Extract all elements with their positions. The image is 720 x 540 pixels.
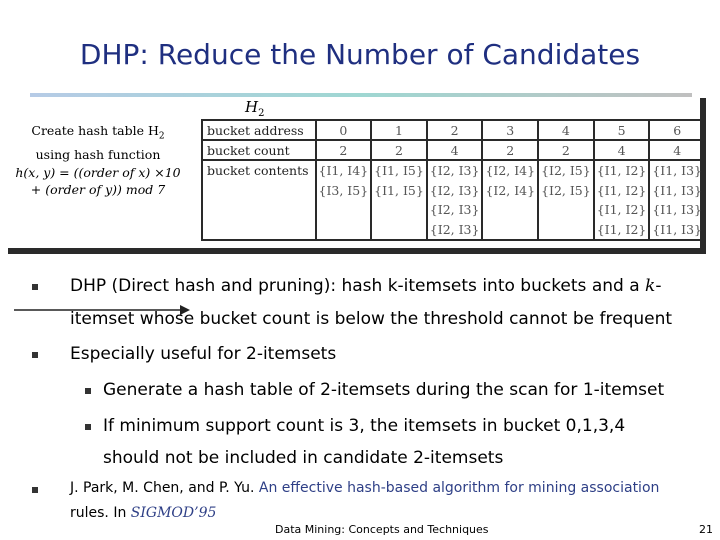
hash-table [201, 119, 706, 241]
citation-venue: SIGMOD’95 [130, 505, 217, 521]
itemset: {I1, I2} [596, 182, 647, 198]
itemset: {I2, I3} [429, 163, 480, 178]
bucket-count-cell: 2 [482, 140, 538, 160]
itemset: {I1, I3} [652, 182, 702, 198]
row-bucket-count [202, 140, 705, 160]
bucket-contents-cell [427, 160, 483, 240]
bucket-address-cell: 4 [538, 120, 594, 140]
citation-line2: rules. In SIGMOD’95 [70, 505, 217, 521]
itemset: {I2, I5} [541, 182, 591, 198]
bucket-address-cell: 3 [482, 120, 538, 140]
itemset: {I2, I5} [541, 163, 591, 178]
sub-bullet-generate-hash-table: Generate a hash table of 2-itemsets during the scan for 1-itemset [103, 380, 665, 400]
row-bucket-contents [202, 160, 705, 240]
bucket-address-cell: 2 [427, 120, 483, 140]
itemset: {I1, I5} [374, 182, 424, 198]
bullet-dhp-line1: DHP (Direct hash and pruning): hash k-itemsets into buckets and a k- [70, 276, 662, 296]
row-header-bucket-count: bucket count [202, 140, 316, 160]
hash-function-description [8, 122, 188, 199]
itemset: {I2, I4} [485, 163, 536, 178]
sub-bullet-marker [85, 424, 91, 430]
bucket-address-cell: 1 [371, 120, 427, 140]
bucket-count-cell: 4 [594, 140, 650, 160]
title-divider [30, 93, 692, 97]
row-header-bucket-contents: bucket contents [202, 160, 316, 240]
itemset: {I2, I4} [485, 182, 536, 198]
sub-bullet-min-support-line1: If minimum support count is 3, the itemsets in bucket 0,1,3,4 [103, 416, 626, 436]
itemset: {I1, I5} [374, 163, 424, 178]
hash-desc-line2: using hash function [35, 147, 161, 162]
bucket-count-cell: 4 [649, 140, 705, 160]
bucket-contents-cell [649, 160, 705, 240]
bucket-contents-cell [594, 160, 650, 240]
itemset: {I1, I2} [596, 163, 647, 178]
bullet-marker [32, 352, 38, 358]
bullet-marker [32, 284, 38, 290]
bullet-dhp-line2: itemset whose bucket count is below the threshold cannot be frequent [70, 309, 673, 329]
hash-table-label: $H_2$ [245, 98, 265, 119]
bucket-contents-cell [482, 160, 538, 240]
bucket-count-cell: 2 [371, 140, 427, 160]
itemset: {I1, I2} [596, 202, 647, 217]
bucket-count-cell: 2 [316, 140, 372, 160]
hash-desc-line1: Create hash table $H_2$ [31, 123, 165, 142]
bucket-contents-cell [538, 160, 594, 240]
sub-bullet-min-support-line2: should not be included in candidate 2-itemsets [103, 448, 504, 468]
citation-link[interactable]: An effective hash-based algorithm for mining association [258, 480, 660, 496]
hash-desc-line3: h(x, y) = ((order of x) ×10 [15, 164, 181, 180]
bucket-address-cell: 0 [316, 120, 372, 140]
bucket-contents-cell [371, 160, 427, 240]
bullet-2itemsets: Especially useful for 2-itemsets [70, 344, 337, 364]
bucket-address-cell: 5 [594, 120, 650, 140]
itemset: {I2, I3} [429, 202, 480, 217]
bucket-address-cell: 6 [649, 120, 705, 140]
itemset: {I1, I3} [652, 163, 702, 178]
citation-line1: J. Park, M. Chen, and P. Yu. An effective hash-based algorithm for mining association [70, 480, 660, 496]
hash-desc-line4: + (order of y)) mod 7 [30, 182, 166, 197]
itemset: {I3, I5} [318, 182, 369, 198]
bucket-contents-cell [316, 160, 372, 240]
itemset: {I2, I3} [429, 221, 480, 237]
hash-table-figure [8, 98, 706, 254]
figure-shadow-bottom [8, 248, 706, 254]
row-header-bucket-address: bucket address [202, 120, 316, 140]
row-bucket-address [202, 120, 705, 140]
page-number: 21 [699, 523, 713, 536]
bucket-count-cell: 4 [427, 140, 483, 160]
itemset: {I1, I2} [596, 221, 647, 237]
bullet-marker [32, 487, 38, 493]
itemset: {I1, I4} [318, 163, 369, 178]
itemset: {I2, I3} [429, 182, 480, 198]
slide-title: DHP: Reduce the Number of Candidates [79, 38, 641, 71]
itemset: {I1, I3} [652, 221, 702, 237]
bucket-count-cell: 2 [538, 140, 594, 160]
sub-bullet-marker [85, 388, 91, 394]
footer-title: Data Mining: Concepts and Techniques [275, 523, 489, 536]
itemset: {I1, I3} [652, 202, 702, 217]
